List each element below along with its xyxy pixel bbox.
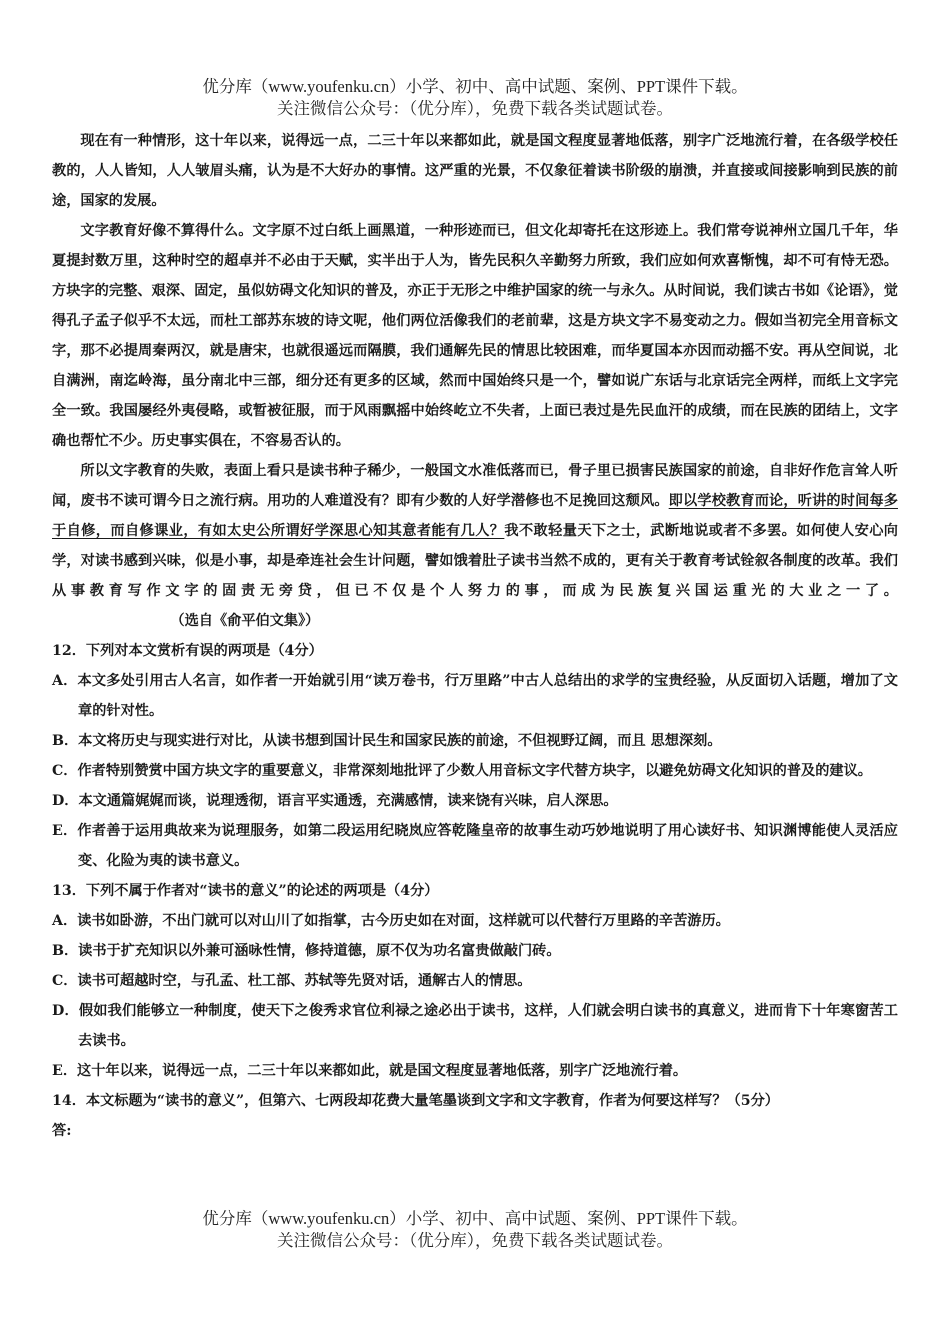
source-citation: （选自《俞平伯文集》） (170, 613, 320, 629)
question-13-option-e: E．这十年以来，说得远一点，二三十年以来都如此，就是国文程度显著地低落，别字广泛地流行着。 (52, 1063, 688, 1079)
paragraph-3-text-b: 我不敢轻量天下之士，武断地说或者不多罢。如何使人安心向学，对读书感到兴味，似是小事，却是牵连社会生计问题，譬如饿着肚子读书当然不成的，更有关于教育考试铨叙各制度的改革。我们从事教育写作文字的固责无旁贷，但已不仅是个人努力的事，而成为民族复兴国运重光的大业之一了。 (52, 523, 898, 599)
page-footer (0, 1208, 950, 1252)
question-12-title: 12．下列对本文赏析有误的两项是（4分） (52, 643, 323, 659)
question-12-option-e: E．作者善于运用典故来为说理服务，如第二段运用纪晓岚应答乾隆皇帝的故事生动巧妙地说明了用心读好书、知识渊博能使人灵活应变、化险为夷的读书意义。 (52, 823, 898, 869)
question-12-option-b: B．本文将历史与现实进行对比，从读书想到国计民生和国家民族的前途，不但视野辽阔，而且 思想深刻。 (52, 733, 722, 749)
document-body (52, 126, 898, 1146)
question-13-option-a: A．读书如卧游，不出门就可以对山川了如指掌，古今历史如在对面，这样就可以代替行万里路的辛苦游历。 (52, 913, 730, 929)
header-line-2: 关注微信公众号：（优分库），免费下载各类试题试卷。 (277, 99, 673, 118)
paragraph-3-text-a: 所以文字教育的失败，表面上看只是读书种子稀少，一般国文水准低落而已，骨子里已损害民族国家的前途，自非好作危言耸人听闻，废书不读可谓今日之流行病。用功的人难道没有？即有少数的人好学潜修也不足挽回这颓风。 (52, 463, 898, 509)
passage-paragraph-3 (52, 456, 898, 636)
question-13-option-c: C．读书可超越时空，与孔孟、杜工部、苏轼等先贤对话，通解古人的情思。 (52, 973, 532, 989)
question-12-option-d: D．本文通篇娓娓而谈，说理透彻，语言平实通透，充满感情，读来饶有兴味，启人深思。 (52, 793, 618, 809)
passage-paragraph-1: 现在有一种情形，这十年以来，说得远一点，二三十年以来都如此，就是国文程度显著地低落，别字广泛地流行着，在各级学校任教的，人人皆知，人人皱眉头痛，认为是不大好办的事情。这严重的光景，不仅象征着读书阶级的崩溃，并直接或间接影响到民族的前途，国家的发展。 (52, 133, 898, 209)
header-line-1: 优分库（www.youfenku.cn）小学、初中、高中试题、案例、PPT课件下载。 (202, 77, 748, 96)
footer-line-2: 关注微信公众号：（优分库），免费下载各类试题试卷。 (277, 1231, 673, 1250)
page-header (0, 76, 950, 120)
question-12-option-a: A．本文多处引用古人名言，如作者一开始就引用“读万卷书，行万里路”中古人总结出的求学的宝贵经验，从反面切入话题，增加了文章的针对性。 (52, 673, 898, 719)
question-13-option-d: D．假如我们能够立一种制度，使天下之俊秀求官位利禄之途必出于读书，这样，人们就会明白读书的真意义，进而肯下十年寒窗苦工去读书。 (52, 1003, 898, 1049)
question-13-option-b: B．读书于扩充知识以外兼可涵咏性情，修持道德，原不仅为功名富贵做敲门砖。 (52, 943, 561, 959)
question-14-title: 14．本文标题为“读书的意义”，但第六、七两段却花费大量笔墨谈到文字和文字教育，作者为何要这样写？（5分） (52, 1093, 779, 1109)
footer-line-1: 优分库（www.youfenku.cn）小学、初中、高中试题、案例、PPT课件下载。 (202, 1209, 748, 1228)
question-12-option-c: C．作者特别赞赏中国方块文字的重要意义，非常深刻地批评了少数人用音标文字代替方块字，以避免妨碍文化知识的普及的建议。 (52, 763, 872, 779)
passage-paragraph-2: 文字教育好像不算得什么。文字原不过白纸上画黑道，一种形迹而已，但文化却寄托在这形迹上。我们常夸说神州立国几千年，华夏提封数万里，这种时空的超卓并不必由于天赋，实半出于人为，皆先民积久辛勤努力所致，我们应如何欢喜惭愧，却不可有恃无恐。方块字的完整、艰深、固定，虽似妨碍文化知识的普及，亦正于无形之中维护国家的统一与永久。从时间说，我们读古书如《论语》，觉得孔子孟子似乎不太远，而杜工部苏东坡的诗文呢，他们两位活像我们的老前辈，这是方块文字不易变动之力。假如当初完全用音标文字，那不必提周秦两汉，就是唐宋，也就很遥远而隔膜，我们通解先民的情思比较困难，而华夏国本亦因而动摇不安。再从空间说，北自满洲，南迄岭海，虽分南北中三部，细分还有更多的区域，然而中国始终只是一个，譬如说广东话与北京话完全两样，而纸上文字完全一致。我国屡经外夷侵略，或暂被征服，而于风雨飘摇中始终屹立不失者，上面已表过是先民血汗的成绩，而在民族的团结上，文字确也帮忙不少。历史事实俱在，不容易否认的。 (52, 223, 898, 449)
underlined-sentence: 即以学校教育而论，听讲的时间每多于自修，而自修课业，有如太史公所谓好学深思心知其意者能有几人？ (52, 493, 898, 539)
answer-label: 答: (52, 1123, 72, 1139)
question-13-title: 13．下列不属于作者对“读书的意义”的论述的两项是（4分） (52, 883, 439, 899)
